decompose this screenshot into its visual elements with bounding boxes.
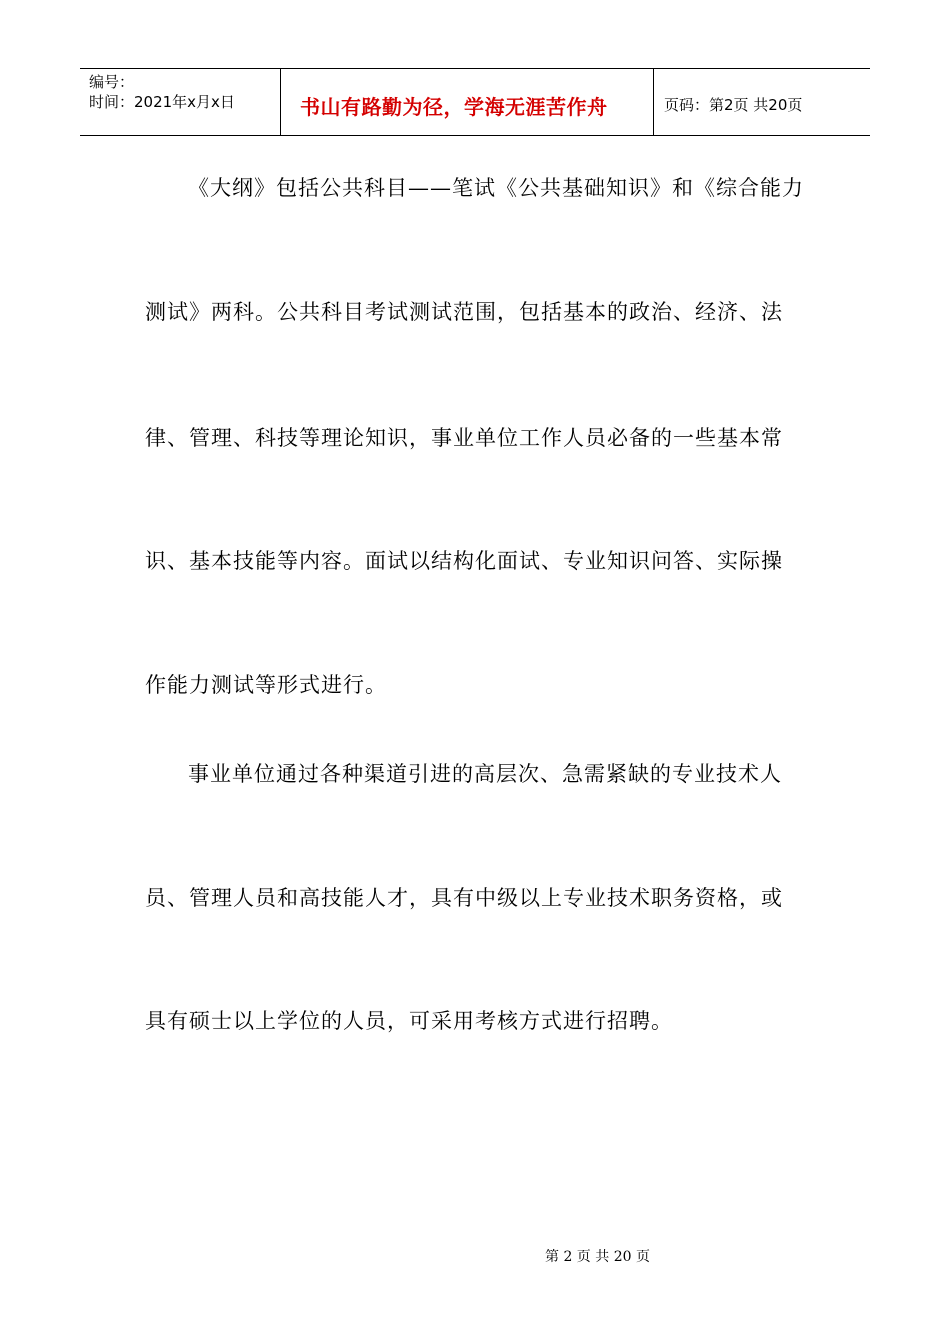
header-motto: 书山有路勤为径，学海无涯苦作舟 [300,95,608,119]
paragraph-2-line-3: 具有硕士以上学位的人员，可采用考核方式进行招聘。 [145,1009,673,1033]
paragraph-1-line-4: 识、基本技能等内容。面试以结构化面试、专业知识问答、实际操 [145,549,783,573]
paragraph-1-line-1: 《大纲》包括公共科目——笔试《公共基础知识》和《综合能力 [188,176,804,200]
document-number-label: 编号： [89,73,135,91]
paragraph-1-line-5: 作能力测试等形式进行。 [145,673,387,697]
header-meta-cell [80,69,281,135]
paragraph-2-line-1: 事业单位通过各种渠道引进的高层次、急需紧缺的专业技术人 [188,762,782,786]
footer-page-number: 第 2 页 共 20 页 [545,1249,650,1265]
paragraph-1-line-3: 律、管理、科技等理论知识，事业单位工作人员必备的一些基本常 [145,426,783,450]
page-footer [0,1246,950,1266]
header-motto-cell [281,69,654,135]
paragraph-1-line-2: 测试》两科。公共科目考试测试范围，包括基本的政治、经济、法 [145,300,783,324]
header-page-info: 页码：第2页 共20页 [664,96,803,114]
document-date-label: 时间：2021年x月x日 [89,93,235,111]
paragraph-2-line-2: 员、管理人员和高技能人才，具有中级以上专业技术职务资格，或 [145,886,783,910]
header-page-cell [654,69,870,135]
header-table [80,68,870,136]
